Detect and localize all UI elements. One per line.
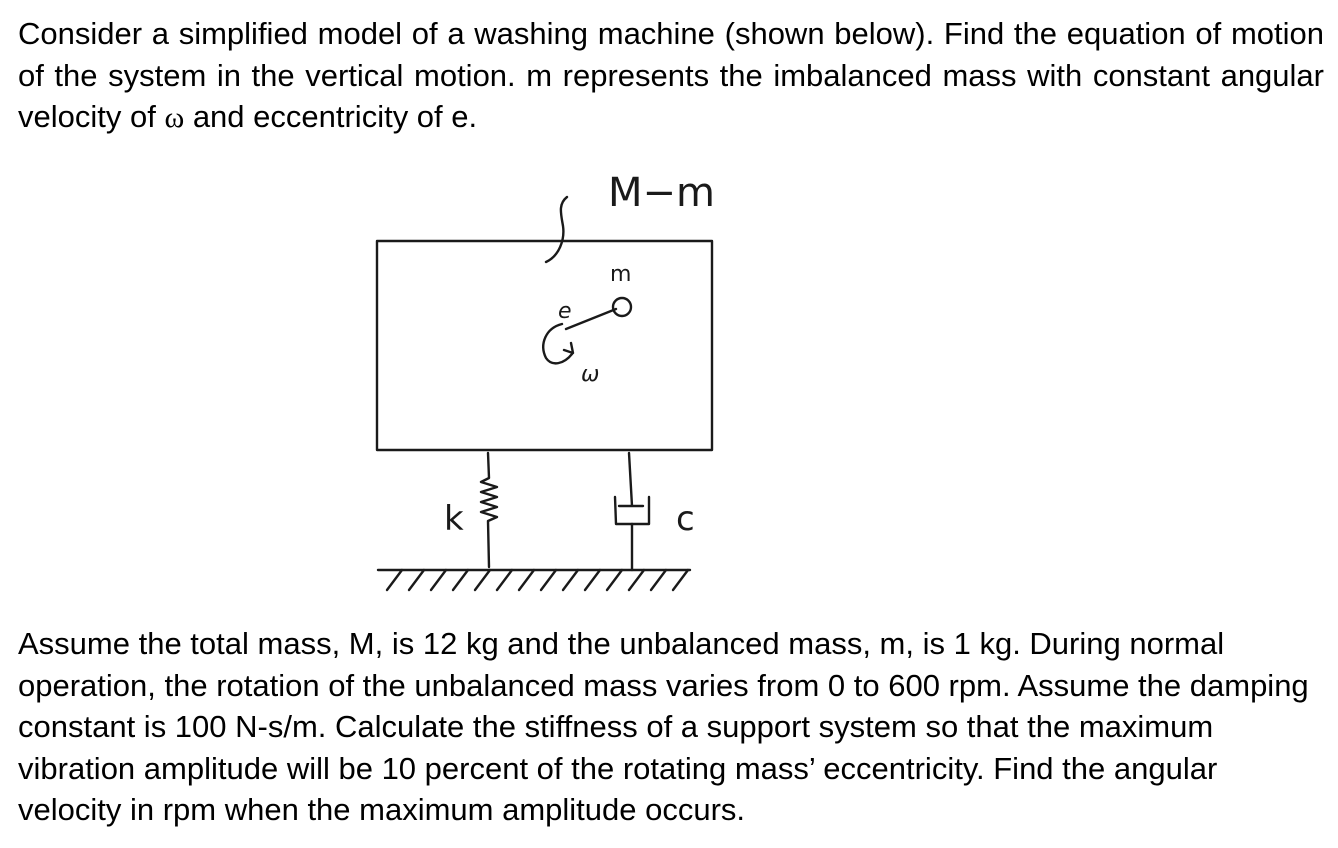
intro-text-part1: Consider a simplified model of a washing machine (shown below). Find the equation of motion of the system in the vertical motion. m represents the imbalanced mass with constant angular velocity of xyxy=(18,16,1324,134)
eccentricity-label: e xyxy=(558,299,572,324)
body-mass-label: M−m xyxy=(608,170,715,216)
spring-constant-label: k xyxy=(444,499,464,539)
rotation-arrowhead xyxy=(564,343,573,353)
spring xyxy=(481,453,497,567)
machine-body xyxy=(377,241,712,450)
omega-symbol: ω xyxy=(164,101,185,134)
washing-machine-diagram xyxy=(360,160,740,600)
eccentricity-arm xyxy=(566,309,616,329)
angular-velocity-label: ω xyxy=(581,362,600,387)
rotation-arrow xyxy=(543,324,572,363)
unbalanced-mass-label: m xyxy=(610,262,632,287)
damping-constant-label: c xyxy=(676,499,695,539)
unbalanced-mass-circle xyxy=(613,298,631,316)
intro-paragraph xyxy=(18,13,1324,139)
ground-hatching xyxy=(387,570,688,590)
problem-paragraph: Assume the total mass, M, is 12 kg and the unbalanced mass, m, is 1 kg. During normal operation, the rotation of the unbalanced mass varies from 0 to 600 rpm. Assume the damping constant is 100 N-s/m. Calculate the stiffness of a support system so that the maximum vibration amplitude will be 10 percent of the rotating mass’ eccentricity. Find the angular velocity in rpm when the maximum amplitude occurs. xyxy=(18,626,1309,827)
body-label-leader xyxy=(546,197,567,262)
intro-text-part2: and eccentricity of e. xyxy=(184,99,478,134)
damper-rod xyxy=(619,453,643,506)
